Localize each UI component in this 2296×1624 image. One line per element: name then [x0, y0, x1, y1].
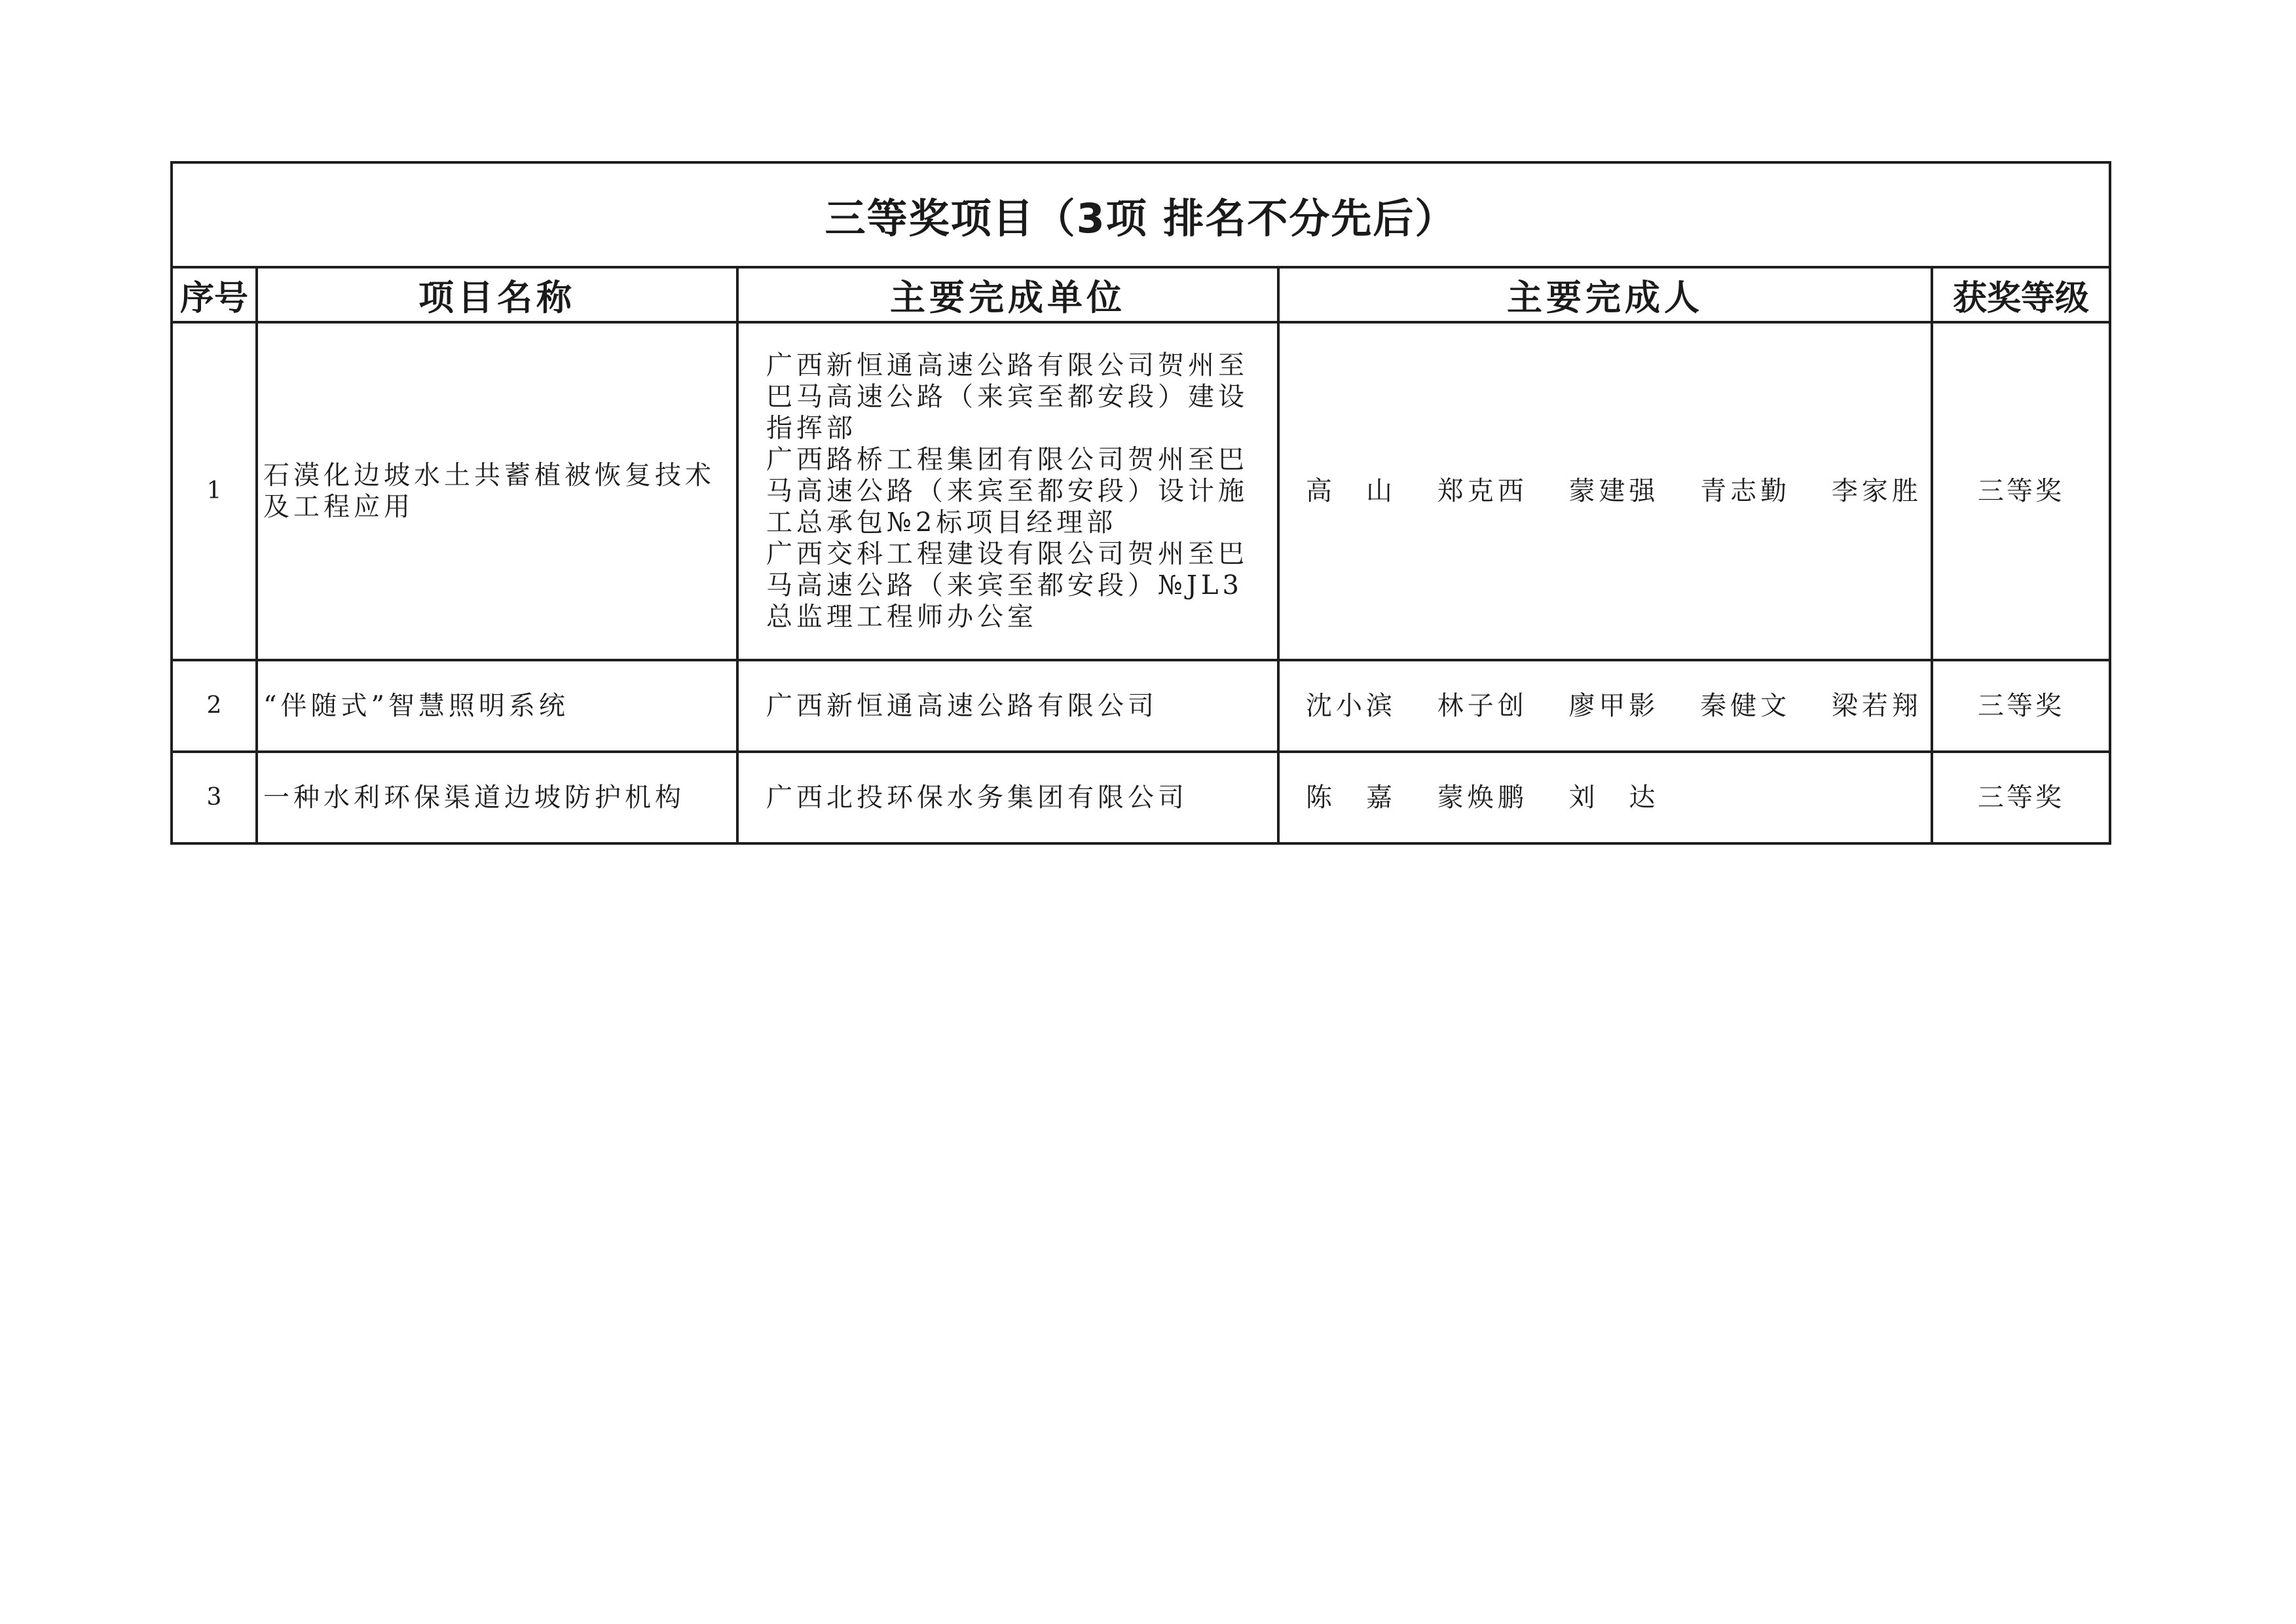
unit-line: 广西路桥工程集团有限公司贺州至巴马高速公路（来宾至都安段）设计施工总承包№2标项目经理部	[766, 445, 1248, 538]
person-name: 梁若翔	[1831, 691, 1922, 721]
person-name: 陈 嘉	[1306, 783, 1396, 813]
award-grade: 三等奖	[1932, 322, 2110, 660]
header-row	[172, 267, 2110, 322]
award-table	[170, 161, 2111, 845]
person-name: 蒙焕鹏	[1437, 783, 1528, 813]
person-name: 高 山	[1306, 476, 1396, 506]
title-row	[172, 162, 2110, 267]
row-number: 1	[172, 322, 257, 660]
person-name: 郑克西	[1437, 476, 1528, 506]
header-grade: 获奖等级	[1932, 267, 2110, 322]
header-project-name: 项目名称	[257, 267, 737, 322]
unit-line: 广西北投环保水务集团有限公司	[766, 783, 1188, 813]
project-name: 石漠化边坡水土共蓄植被恢复技术及工程应用	[257, 322, 737, 660]
header-main-unit: 主要完成单位	[737, 267, 1278, 322]
unit-line: 广西交科工程建设有限公司贺州至巴马高速公路（来宾至都安段）№JL3总监理工程师办公室	[766, 539, 1248, 632]
award-grade: 三等奖	[1932, 660, 2110, 752]
unit-line: 广西新恒通高速公路有限公司贺州至巴马高速公路（来宾至都安段）建设指挥部	[766, 350, 1248, 443]
person-name: 李家胜	[1831, 476, 1922, 506]
table-title: 三等奖项目（3项 排名不分先后）	[172, 162, 2110, 267]
award-grade: 三等奖	[1932, 752, 2110, 843]
main-people	[1278, 752, 1932, 843]
row-number: 2	[172, 660, 257, 752]
person-name: 廖甲影	[1568, 691, 1659, 721]
project-name: “伴随式”智慧照明系统	[257, 660, 737, 752]
table-row	[172, 752, 2110, 843]
person-name: 秦健文	[1700, 691, 1791, 721]
main-people	[1278, 660, 1932, 752]
main-unit	[737, 322, 1278, 660]
row-number: 3	[172, 752, 257, 843]
table-row	[172, 660, 2110, 752]
main-unit	[737, 752, 1278, 843]
award-document	[170, 161, 2109, 845]
main-people	[1278, 322, 1932, 660]
project-name: 一种水利环保渠道边坡防护机构	[257, 752, 737, 843]
header-no: 序号	[172, 267, 257, 322]
person-name: 刘 达	[1568, 783, 1659, 813]
table-row	[172, 322, 2110, 660]
header-main-people: 主要完成人	[1278, 267, 1932, 322]
person-name: 青志勤	[1700, 476, 1791, 506]
main-unit	[737, 660, 1278, 752]
person-name: 蒙建强	[1568, 476, 1659, 506]
unit-line: 广西新恒通高速公路有限公司	[766, 691, 1158, 721]
person-name: 沈小滨	[1306, 691, 1396, 721]
person-name: 林子创	[1437, 691, 1528, 721]
